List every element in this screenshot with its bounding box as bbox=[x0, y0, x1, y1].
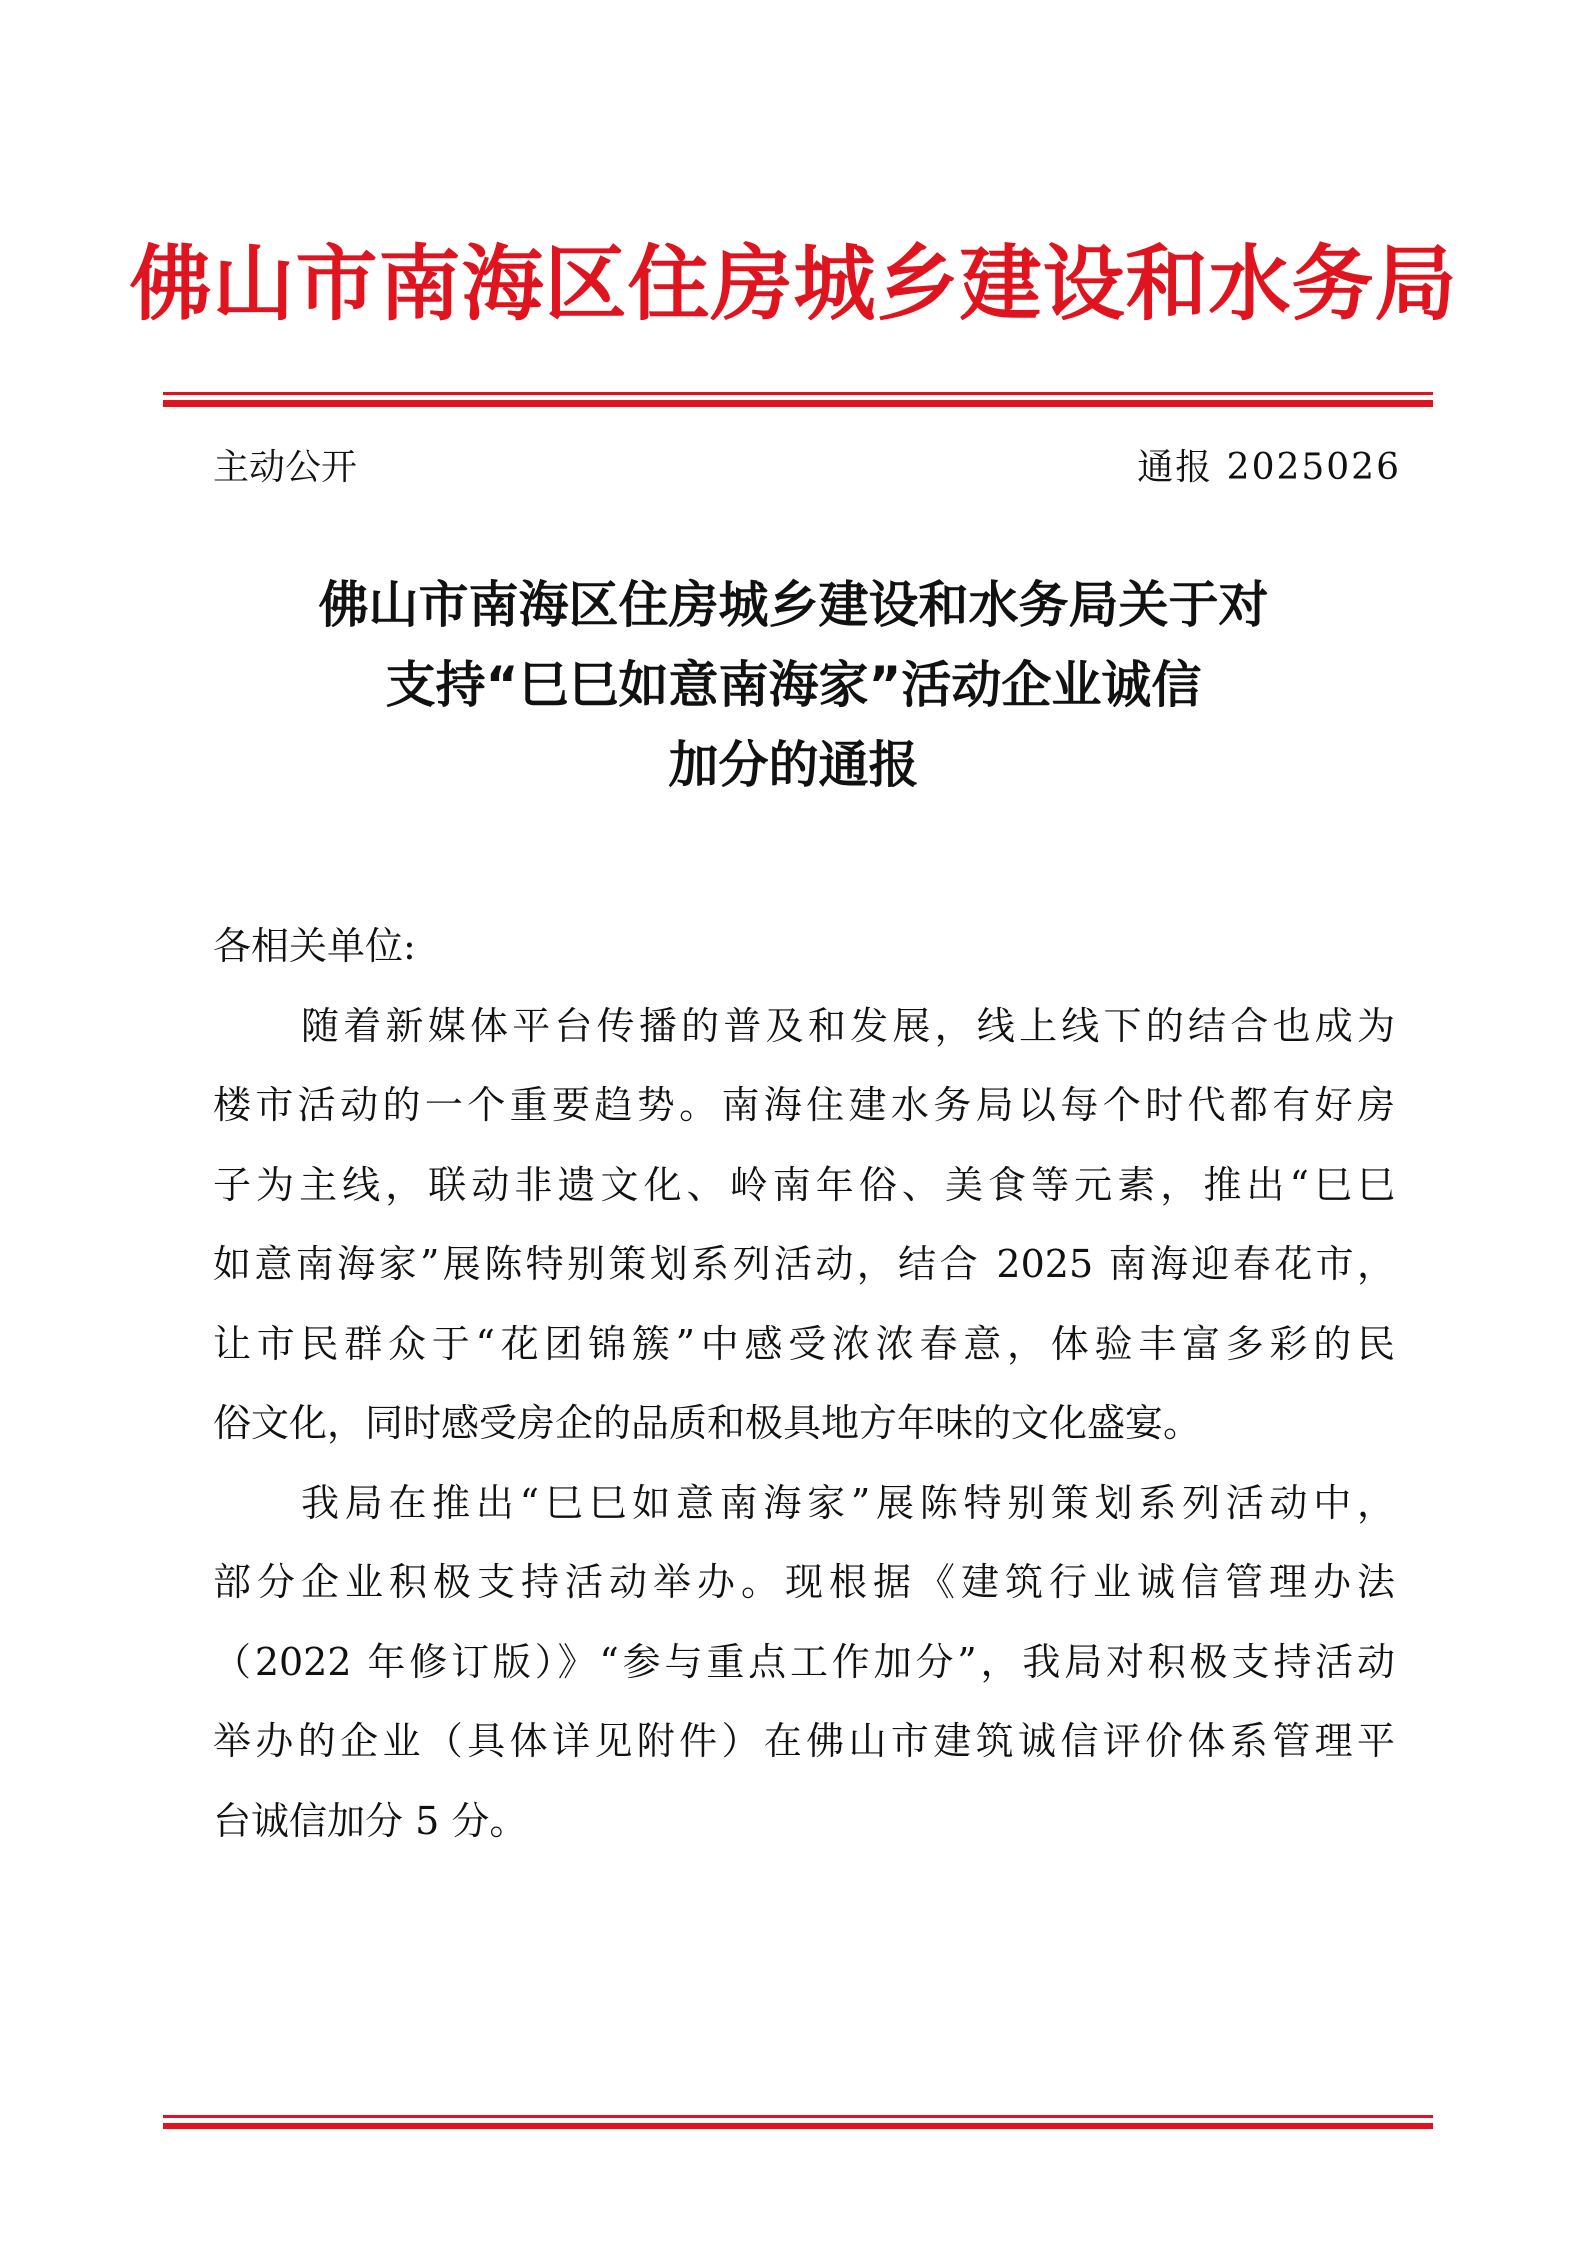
header-rule-thin bbox=[163, 392, 1433, 395]
paragraph-line: 部分企业积极支持活动举办。现根据《建筑行业诚信管理办法 bbox=[213, 1560, 1395, 1604]
title-line: 佛山市南海区住房城乡建设和水务局关于对 bbox=[318, 576, 1269, 634]
salutation: 各相关单位: bbox=[213, 924, 416, 968]
document-body bbox=[213, 907, 1395, 1861]
document-title bbox=[0, 565, 1587, 805]
paragraph-line: 俗文化，同时感受房企的品质和极具地方年味的文化盛宴。 bbox=[213, 1401, 1202, 1445]
paragraph-line: 台诚信加分 5 分。 bbox=[213, 1798, 528, 1843]
paragraph-line: 让市民群众于“花团锦簇”中感受浓浓春意，体验丰富多彩的民 bbox=[213, 1321, 1395, 1366]
paragraph-line: 楼市活动的一个重要趋势。南海住建水务局以每个时代都有好房 bbox=[213, 1083, 1395, 1127]
paragraph-line: 举办的企业（具体详见附件）在佛山市建筑诚信评价体系管理平 bbox=[213, 1719, 1395, 1763]
title-line: 支持“巳巳如意南海家”活动企业诚信 bbox=[385, 656, 1202, 714]
paragraph-line: （2022 年修订版）》“参与重点工作加分”，我局对积极支持活动 bbox=[213, 1639, 1395, 1684]
header-rule-thick bbox=[163, 400, 1433, 407]
document-number: 通报 2025026 bbox=[1137, 447, 1401, 488]
paragraph-1 bbox=[213, 987, 1395, 1464]
paragraph-2 bbox=[213, 1464, 1395, 1862]
paragraph-line: 如意南海家”展陈特别策划系列活动，结合 2025 南海迎春花市， bbox=[213, 1242, 1395, 1286]
paragraph-line: 我局在推出“巳巳如意南海家”展陈特别策划系列活动中， bbox=[301, 1480, 1395, 1525]
paragraph-line: 随着新媒体平台传播的普及和发展，线上线下的结合也成为 bbox=[301, 1003, 1395, 1048]
footer-rule-thick bbox=[163, 2123, 1433, 2129]
footer-rule-thin bbox=[163, 2115, 1433, 2118]
title-line: 加分的通报 bbox=[668, 736, 919, 794]
issuer-header: 佛山市南海区住房城乡建设和水务局 bbox=[129, 237, 1458, 332]
disclosure-label: 主动公开 bbox=[213, 447, 358, 488]
paragraph-line: 子为主线，联动非遗文化、岭南年俗、美食等元素，推出“巳巳 bbox=[213, 1162, 1395, 1207]
